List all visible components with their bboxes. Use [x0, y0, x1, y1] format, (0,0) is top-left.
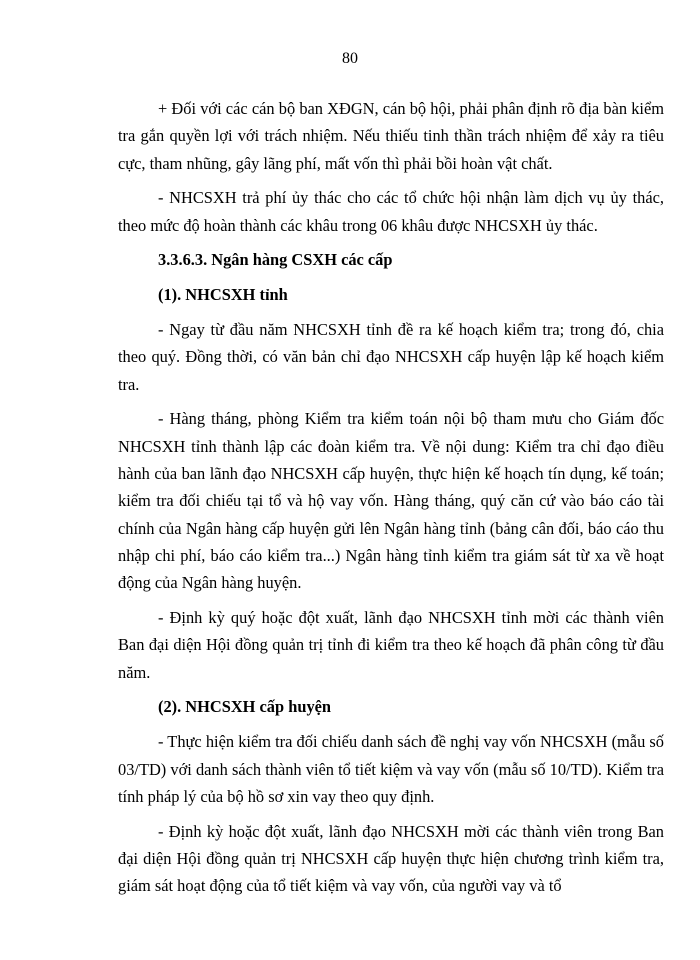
- subheading-district-bank: (2). NHCSXH cấp huyện: [158, 697, 332, 717]
- paragraph-quarterly-board-inspection: - Định kỳ quý hoặc đột xuất, lãnh đạo NHCSXH tỉnh mời các thành viên Ban đại diện Hội đồng quản trị tỉnh đi kiểm tra theo kế hoạch đã phân công từ đầu năm.: [118, 608, 664, 682]
- subheading-provincial-bank: (1). NHCSXH tỉnh: [158, 285, 288, 305]
- body-text: [118, 95, 664, 907]
- paragraph-monthly-inspection: - Hàng tháng, phòng Kiểm tra kiểm toán nội bộ tham mưu cho Giám đốc NHCSXH tỉnh thành lập các đoàn kiểm tra. Về nội dung: Kiểm tra chỉ đạo điều hành của ban lãnh đạo NHCSXH cấp huyện, thực hiện kế hoạch tín dụng, kế toán; kiểm tra đối chiếu tại tổ và hộ vay vốn. Hàng tháng, quý căn cứ vào báo cáo tài chính của Ngân hàng cấp huyện gửi lên Ngân hàng tỉnh (bảng cân đối, báo cáo thu nhập chi phí, báo cáo kiểm tra...) Ngân hàng tỉnh kiểm tra giám sát từ xa về hoạt động của Ngân hàng huyện.: [118, 409, 664, 593]
- paragraph-entrustment-fee: - NHCSXH trả phí ủy thác cho các tổ chức hội nhận làm dịch vụ ủy thác, theo mức độ hoàn thành các khâu trong 06 khâu được NHCSXH ủy thác.: [118, 188, 664, 235]
- section-heading-3-3-6-3: 3.3.6.3. Ngân hàng CSXH các cấp: [158, 250, 393, 270]
- paragraph-officer-responsibility: + Đối với các cán bộ ban XĐGN, cán bộ hội, phải phân định rõ địa bàn kiểm tra gắn quyền lợi với trách nhiệm. Nếu thiếu tinh thần trách nhiệm để xảy ra tiêu cực, tham nhũng, gây lãng phí, mất vốn thì phải bồi hoàn vật chất.: [118, 99, 664, 173]
- page-number: 80: [342, 50, 358, 67]
- paragraph-annual-plan: - Ngay từ đầu năm NHCSXH tỉnh đề ra kế hoạch kiểm tra; trong đó, chia theo quý. Đồng thời, có văn bản chỉ đạo NHCSXH cấp huyện lập kế hoạch kiểm tra.: [118, 320, 664, 394]
- paragraph-district-board-inspection: - Định kỳ hoặc đột xuất, lãnh đạo NHCSXH mời các thành viên trong Ban đại diện Hội đồng quản trị NHCSXH cấp huyện thực hiện chương trình kiểm tra, giám sát hoạt động của tổ tiết kiệm và vay vốn, của người vay và tổ: [118, 821, 664, 896]
- paragraph-loan-list-check: - Thực hiện kiểm tra đối chiếu danh sách đề nghị vay vốn NHCSXH (mẫu số 03/TD) với danh sách thành viên tổ tiết kiệm và vay vốn (mẫu số 10/TD). Kiểm tra tính pháp lý của bộ hồ sơ xin vay theo quy định.: [118, 732, 664, 806]
